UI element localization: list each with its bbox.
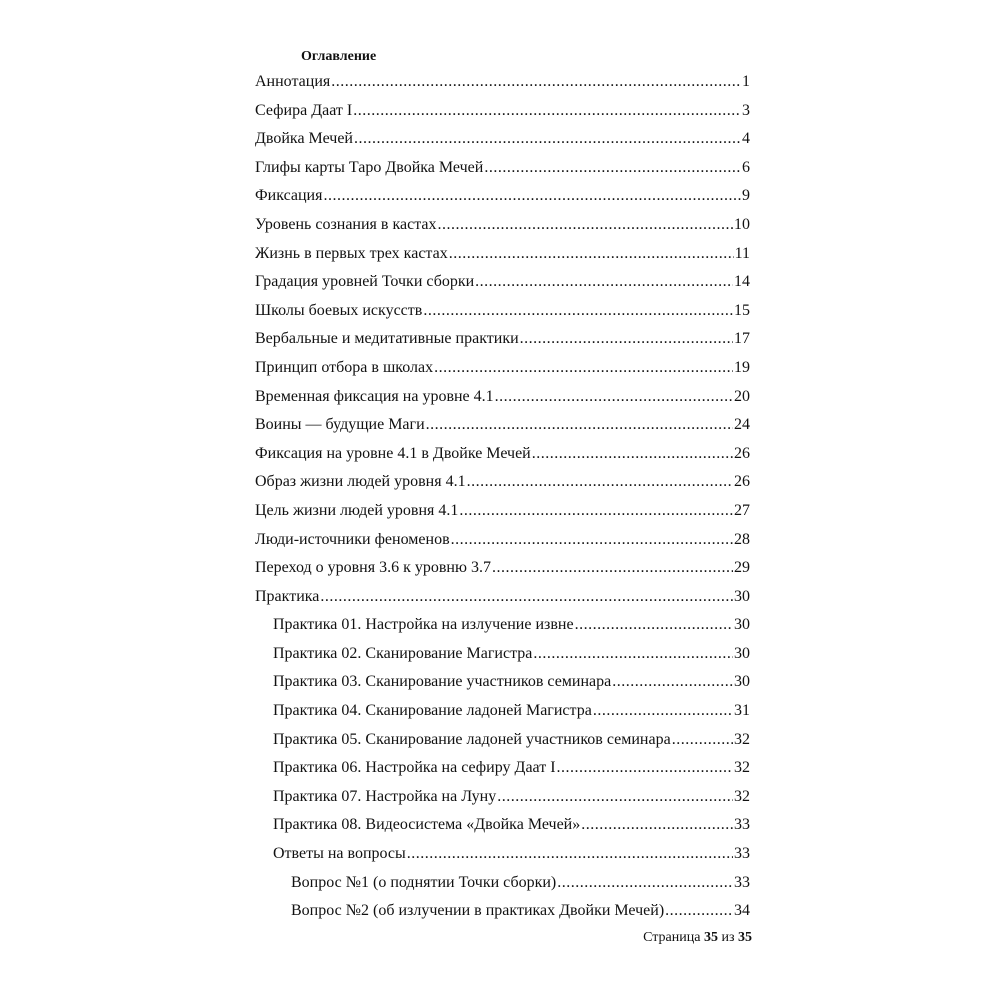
toc-entry-title: Люди-источники феноменов [255, 530, 450, 548]
toc-dot-leader [665, 897, 733, 926]
toc-dot-leader [451, 526, 733, 555]
toc-entry-page-number: 30 [734, 644, 750, 662]
toc-entry-title: Практика 02. Сканирование Магистра [273, 644, 533, 662]
toc-entry-page-number: 32 [734, 759, 750, 777]
toc-dot-leader [449, 240, 734, 269]
toc-dot-leader [520, 325, 733, 354]
toc-entry-title: Практика 03. Сканирование участников семинара [273, 673, 612, 691]
toc-entry-title: Цель жизни людей уровня 4.1 [255, 501, 459, 519]
toc-entry[interactable] [255, 668, 750, 697]
toc-entry[interactable] [255, 182, 750, 211]
toc-entry-title: Жизнь в первых трех кастах [255, 244, 448, 262]
toc-entry-title: Сефира Даат I [255, 101, 353, 119]
toc-entry-page-number: 20 [734, 387, 750, 405]
toc-entry-page-number: 6 [742, 158, 750, 176]
toc-entry[interactable] [255, 840, 750, 869]
toc-entry[interactable] [255, 897, 750, 926]
toc-entry[interactable] [255, 211, 750, 240]
toc-entry-title: Практика [255, 587, 320, 605]
toc-dot-leader [331, 68, 741, 97]
toc-entry-page-number: 11 [734, 244, 750, 262]
toc-entry-title: Временная фиксация на уровне 4.1 [255, 387, 494, 405]
toc-entry-page-number: 32 [734, 730, 750, 748]
toc-dot-leader [354, 125, 741, 154]
toc-entry-page-number: 33 [734, 845, 750, 863]
toc-entry[interactable] [255, 468, 750, 497]
toc-entry[interactable] [255, 811, 750, 840]
toc-entry-title: Переход о уровня 3.6 к уровню 3.7 [255, 559, 491, 577]
toc-entry-page-number: 32 [734, 787, 750, 805]
toc-dot-leader [497, 783, 733, 812]
toc-entry-page-number: 30 [734, 616, 750, 634]
toc-entry[interactable] [255, 154, 750, 183]
toc-dot-leader [593, 697, 733, 726]
toc-entry[interactable] [255, 411, 750, 440]
toc-entry[interactable] [255, 611, 750, 640]
toc-entry[interactable] [255, 497, 750, 526]
toc-dot-leader [532, 440, 733, 469]
toc-entry[interactable] [255, 383, 750, 412]
toc-entry-page-number: 31 [734, 702, 750, 720]
toc-entry-title: Практика 05. Сканирование ладоней участников семинара [273, 730, 671, 748]
toc-entry[interactable] [255, 526, 750, 555]
toc-dot-leader [467, 468, 733, 497]
toc-entry[interactable] [255, 754, 750, 783]
toc-entry-page-number: 19 [734, 358, 750, 376]
toc-entry-title: Принцип отбора в школах [255, 358, 434, 376]
toc-entry-page-number: 27 [734, 501, 750, 519]
toc-dot-leader [495, 383, 733, 412]
toc-entry-title: Образ жизни людей уровня 4.1 [255, 473, 466, 491]
toc-entry-page-number: 10 [734, 215, 750, 233]
toc-dot-leader [557, 869, 733, 898]
toc-dot-leader [492, 554, 733, 583]
toc-dot-leader [575, 611, 733, 640]
toc-dot-leader [612, 668, 733, 697]
toc-dot-leader [438, 211, 734, 240]
toc-entry[interactable] [255, 726, 750, 755]
toc-dot-leader [475, 268, 733, 297]
toc-entry[interactable] [255, 783, 750, 812]
toc-entry[interactable] [255, 869, 750, 898]
toc-entry-title: Практика 08. Видеосистема «Двойка Мечей» [273, 816, 581, 834]
toc-entry-title: Практика 06. Настройка на сефиру Даат I [273, 759, 556, 777]
toc-entry[interactable] [255, 297, 750, 326]
footer-total-pages: 35 [738, 930, 752, 945]
toc-entry-page-number: 17 [734, 330, 750, 348]
toc-dot-leader [557, 754, 733, 783]
toc-dot-leader [434, 354, 733, 383]
toc-entry-title: Практика 07. Настройка на Луну [273, 787, 497, 805]
toc-entry[interactable] [255, 354, 750, 383]
toc-entry-title: Двойка Мечей [255, 130, 353, 148]
toc-entry[interactable] [255, 240, 750, 269]
toc-entry-title: Школы боевых искусств [255, 301, 423, 319]
toc-entry-title: Уровень сознания в кастах [255, 215, 437, 233]
toc-entry-title: Аннотация [255, 73, 331, 90]
toc-entry-page-number: 30 [734, 587, 750, 605]
toc-dot-leader [323, 182, 741, 211]
toc-entry-title: Ответы на вопросы [273, 845, 406, 863]
toc-entry[interactable] [255, 440, 750, 469]
toc-entry-title: Вопрос №2 (об излучении в практиках Двойки Мечей) [291, 902, 665, 920]
toc-dot-leader [533, 640, 733, 669]
toc-entry-title: Вербальные и медитативные практики [255, 330, 519, 348]
toc-entry-page-number: 29 [734, 559, 750, 577]
toc-dot-leader [484, 154, 741, 183]
footer-label: Страница [643, 930, 701, 945]
toc-entry[interactable] [255, 268, 750, 297]
toc-dot-leader [423, 297, 733, 326]
toc-entry-title: Градация уровней Точки сборки [255, 273, 475, 291]
toc-entry[interactable] [255, 125, 750, 154]
toc-entry-page-number: 28 [734, 530, 750, 548]
toc-entry-page-number: 33 [734, 873, 750, 891]
toc-entry[interactable] [255, 697, 750, 726]
footer-current-page: 35 [703, 930, 718, 945]
toc-entry-page-number: 4 [742, 130, 750, 148]
toc-entry-page-number: 26 [734, 473, 750, 491]
toc-entry-page-number: 26 [734, 444, 750, 462]
toc-dot-leader [407, 840, 733, 869]
toc-entry-page-number: 3 [742, 101, 750, 119]
toc-dot-leader [426, 411, 733, 440]
toc-entry-title: Практика 01. Настройка на излучение извне [273, 616, 574, 634]
toc-entry[interactable] [255, 68, 750, 97]
toc-list [255, 68, 750, 926]
toc-dot-leader [581, 811, 733, 840]
toc-entry-page-number: 24 [734, 416, 750, 434]
toc-entry-page-number: 34 [734, 902, 750, 920]
toc-entry-title: Вопрос №1 (о поднятии Точки сборки) [291, 873, 557, 891]
toc-entry-page-number: 15 [734, 301, 750, 319]
toc-entry-page-number: 14 [734, 273, 750, 291]
toc-entry[interactable] [255, 583, 750, 612]
page-footer [643, 929, 752, 947]
footer-of: из [721, 930, 735, 945]
toc-entry-title: Глифы карты Таро Двойка Мечей [255, 158, 484, 176]
toc-heading: Оглавление [301, 49, 377, 64]
toc-dot-leader [320, 583, 733, 612]
toc-entry-page-number: 30 [734, 673, 750, 691]
toc-entry-title: Фиксация на уровне 4.1 в Двойке Мечей [255, 444, 531, 462]
toc-dot-leader [672, 726, 733, 755]
toc-dot-leader [459, 497, 733, 526]
toc-entry-page-number: 9 [742, 187, 750, 205]
toc-entry-title: Практика 04. Сканирование ладоней Магистра [273, 702, 592, 720]
toc-entry[interactable] [255, 554, 750, 583]
toc-entry[interactable] [255, 640, 750, 669]
toc-dot-leader [353, 97, 741, 126]
toc-entry-page-number: 1 [742, 73, 750, 90]
toc-entry[interactable] [255, 325, 750, 354]
toc-entry-title: Воины — будущие Маги [255, 416, 425, 434]
toc-entry[interactable] [255, 97, 750, 126]
toc-entry-title: Фиксация [255, 187, 323, 205]
toc-entry-page-number: 33 [734, 816, 750, 834]
